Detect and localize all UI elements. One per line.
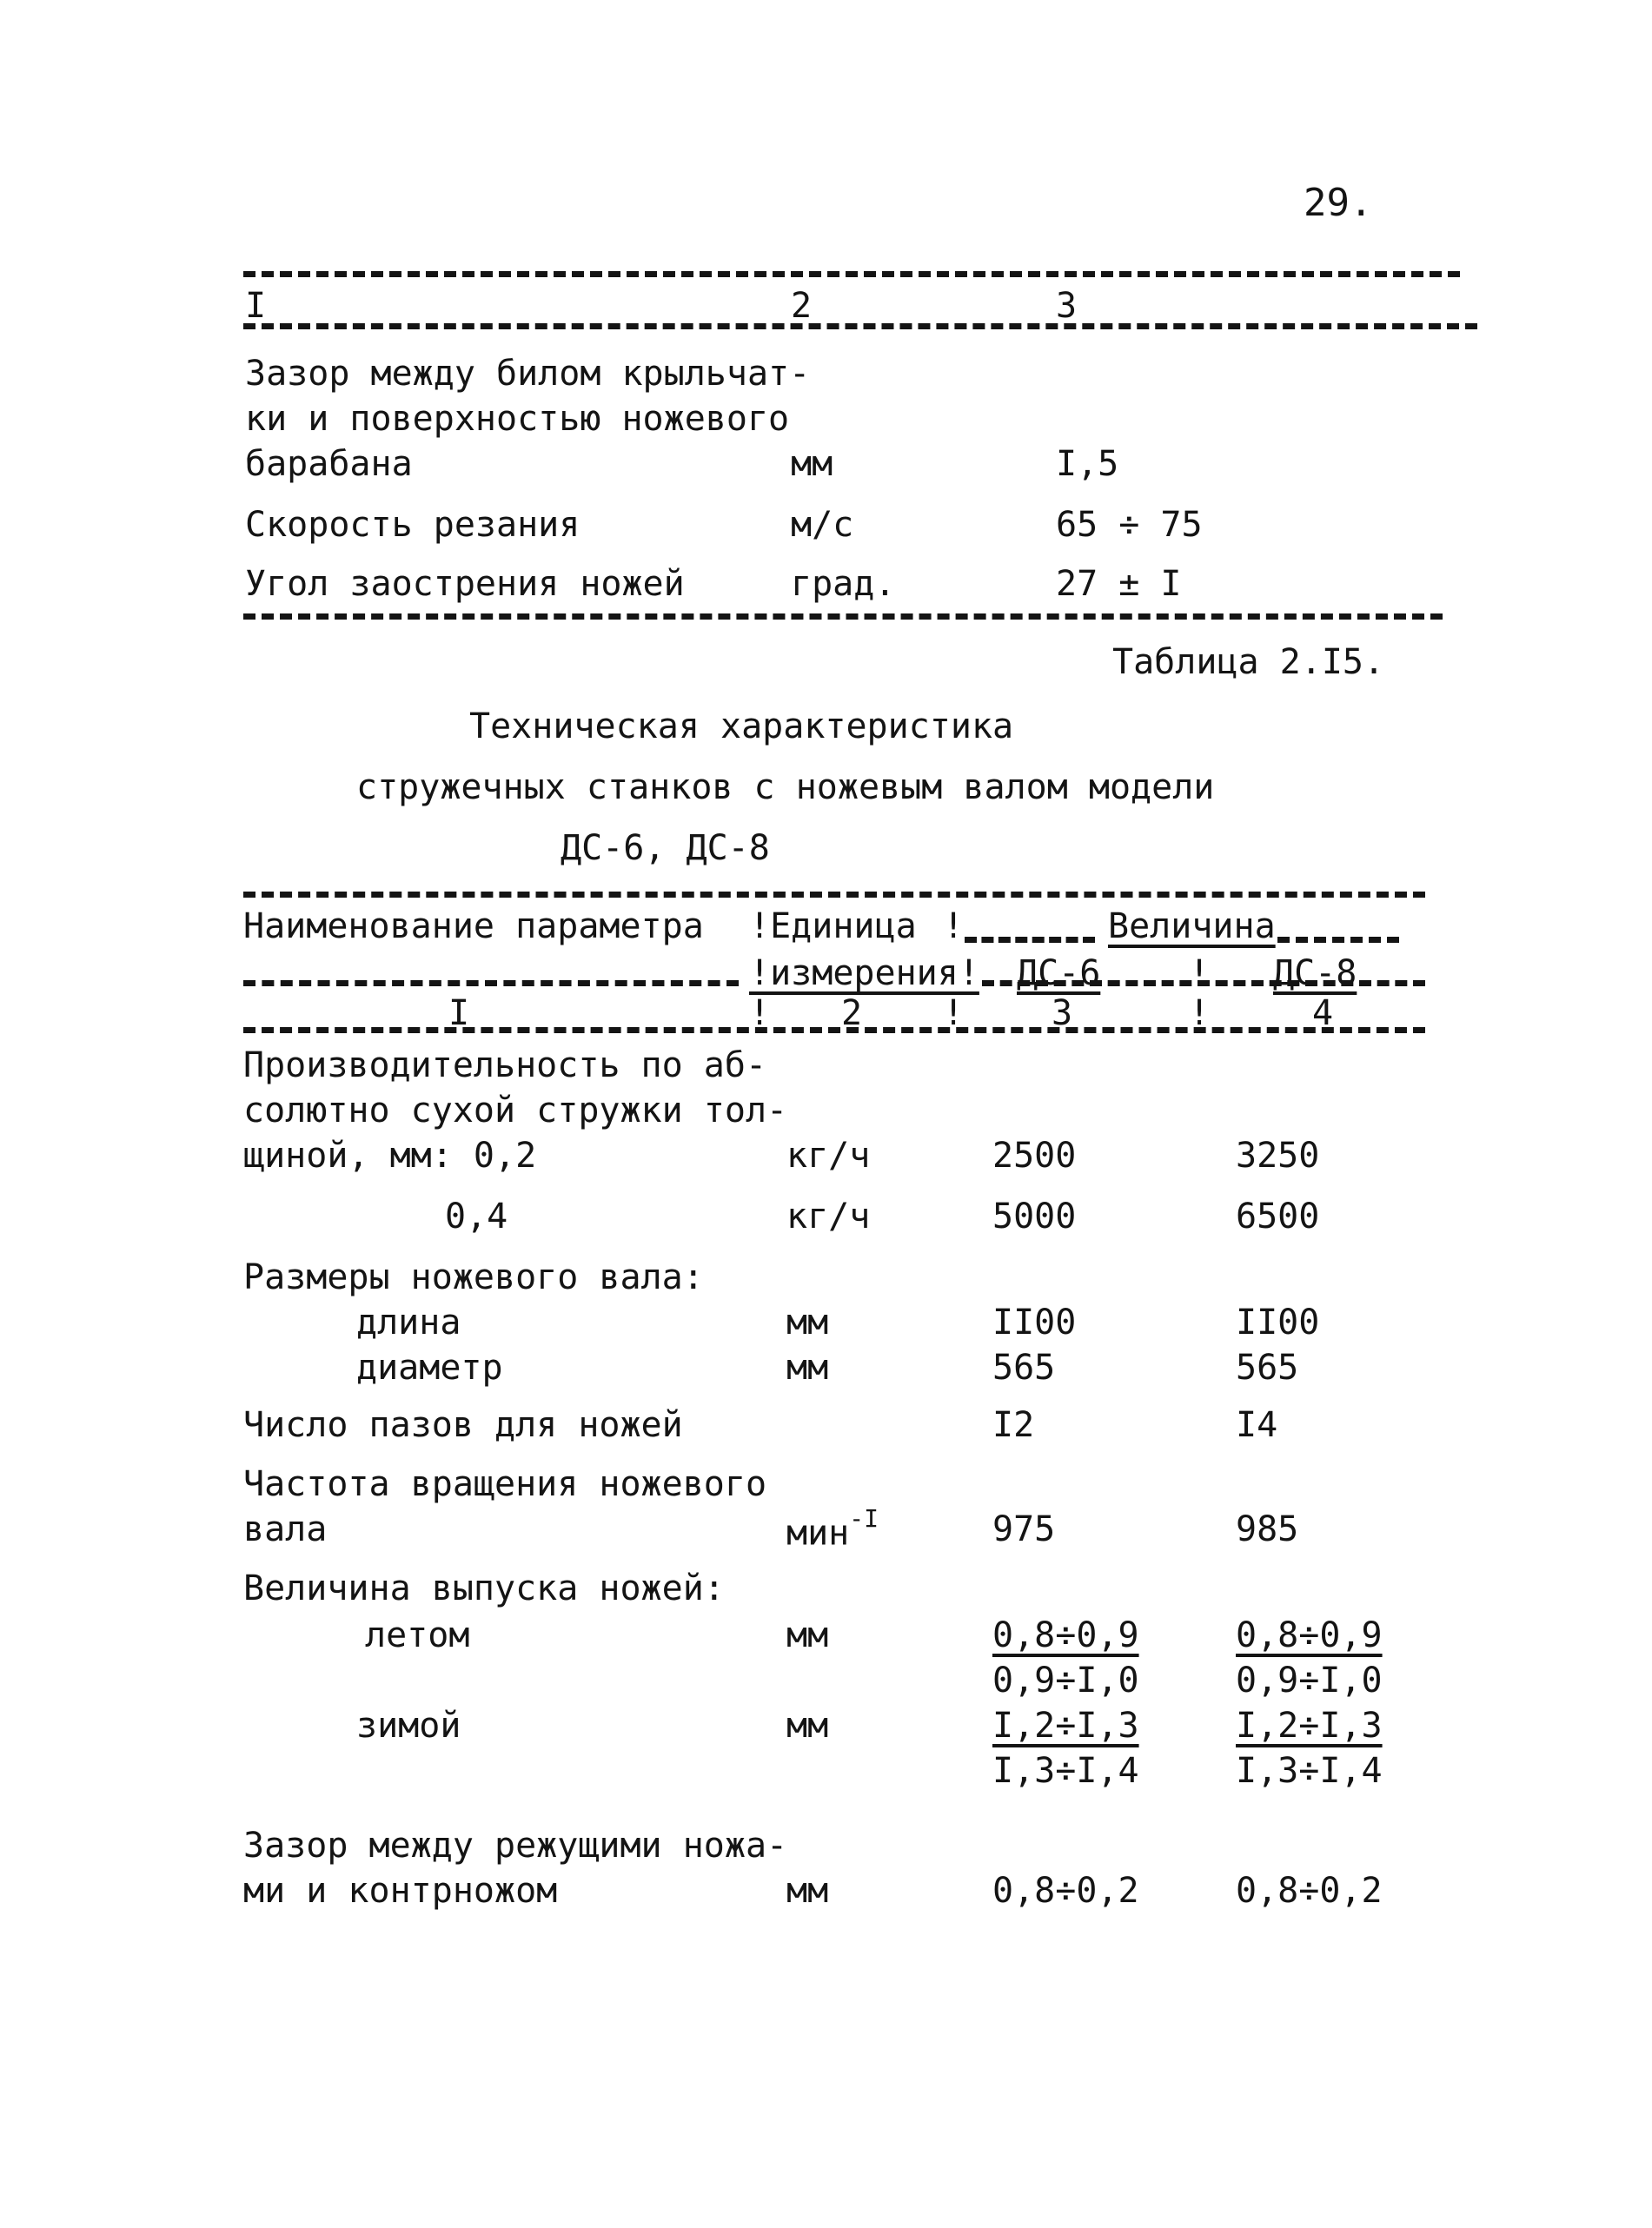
table2-header-model-2: ДС-8 <box>1273 953 1357 993</box>
table2-header-param: Наименование параметра <box>243 906 704 946</box>
row11-value-ds8: 0,8÷0,2 <box>1236 1871 1383 1911</box>
table2-value-group-rule-right <box>1277 937 1399 943</box>
row7-name-line1: Частота вращения ножевого <box>243 1464 767 1504</box>
table2-header-separator: ! <box>943 906 965 946</box>
row1-name-line3: щиной, мм: 0,2 <box>243 1136 537 1176</box>
row9-value-ds6-numerator: 0,8÷0,9 <box>992 1615 1139 1655</box>
row5-value-ds8: 565 <box>1236 1348 1299 1388</box>
table2-header-mid-rule <box>243 980 739 986</box>
table2-header-unit-line1: !Единица <box>749 906 917 946</box>
row1-name-line1: Производительность по аб- <box>243 1045 767 1085</box>
row4-unit: мм <box>786 1303 829 1343</box>
table1-col-header-3: 3 <box>1056 286 1078 326</box>
table1-row1-value: I,5 <box>1056 444 1119 484</box>
table2-header-value-group: Величина <box>1108 906 1276 946</box>
table1-bottom-rule <box>243 613 1443 620</box>
row5-unit: мм <box>786 1348 829 1388</box>
table1-row3-value: 27 ± I <box>1056 564 1182 604</box>
table1-row1-unit: мм <box>791 444 833 484</box>
title-line-3: ДС-6, ДС-8 <box>561 828 770 868</box>
row11-unit: мм <box>786 1871 829 1911</box>
row7-unit <box>786 1504 879 1554</box>
row11-value-ds6: 0,8÷0,2 <box>992 1871 1139 1911</box>
table1-row1-name-line2: ки и поверхностью ножевого <box>245 399 790 439</box>
table1-row1-name-line1: Зазор между билом крыльчат- <box>245 354 811 394</box>
table1-row3-unit: град. <box>791 564 896 604</box>
title-line-2: стружечных станков с ножевым валом модели <box>356 767 1215 807</box>
row10-value-ds6-denominator: I,3÷I,4 <box>992 1751 1139 1791</box>
row10-value-ds8-denominator: I,3÷I,4 <box>1236 1751 1383 1791</box>
row7-unit-base: мин <box>786 1513 850 1554</box>
row6-value-ds8: I4 <box>1236 1405 1278 1445</box>
table1-row2-unit: м/с <box>791 505 854 545</box>
row2-value-ds6: 5000 <box>992 1197 1077 1237</box>
table1-header-rule <box>243 323 1477 329</box>
row9-value-ds8-denominator: 0,9÷I,0 <box>1236 1661 1383 1701</box>
row10-value-ds8 <box>1236 1706 1383 1791</box>
row7-value-ds8: 985 <box>1236 1509 1299 1549</box>
row2-name: 0,4 <box>445 1197 508 1237</box>
row1-name-line2: солютно сухой стружки тол- <box>243 1091 788 1131</box>
row7-unit-exponent: -I <box>849 1504 879 1533</box>
table2-header-unit-line2: !измерения! <box>749 953 979 993</box>
row11-name-line1: Зазор между режущими ножа- <box>243 1826 788 1866</box>
row7-name-line2: вала <box>243 1509 328 1549</box>
table2-colnum-sep-1: ! <box>749 993 771 1033</box>
table1-row3-name: Угол заострения ножей <box>245 564 685 604</box>
table2-colnum-4: 4 <box>1312 993 1334 1033</box>
row10-name: зимой <box>356 1706 461 1746</box>
table2-header-model-rule <box>982 980 1425 986</box>
table2-colnum-2: 2 <box>841 993 863 1033</box>
row8-name: Величина выпуска ножей: <box>243 1568 725 1608</box>
table2-header-separator-2: ! <box>1189 953 1211 993</box>
table1-row2-value: 65 ÷ 75 <box>1056 505 1203 545</box>
table1-col-header-1: I <box>245 286 267 326</box>
table2-colnum-sep-2: ! <box>943 993 965 1033</box>
row9-value-ds6-denominator: 0,9÷I,0 <box>992 1661 1139 1701</box>
table1-row1-name-line3: барабана <box>245 444 413 484</box>
row3-name: Размеры ножевого вала: <box>243 1257 704 1297</box>
table2-value-group-rule-left <box>965 937 1095 943</box>
row10-unit: мм <box>786 1706 829 1746</box>
row9-value-ds8 <box>1236 1615 1383 1701</box>
row4-name: длина <box>356 1303 461 1343</box>
row2-unit: кг/ч <box>786 1197 871 1237</box>
table2-header-model-1: ДС-6 <box>1017 953 1101 993</box>
table2-colnum-sep-3: ! <box>1189 993 1211 1033</box>
table1-row2-name: Скорость резания <box>245 505 581 545</box>
row4-value-ds8: II00 <box>1236 1303 1320 1343</box>
table-label: Таблица 2.I5. <box>1112 642 1385 682</box>
page-number: 29. <box>1304 181 1373 225</box>
row9-value-ds8-numerator: 0,8÷0,9 <box>1236 1615 1383 1655</box>
row1-value-ds6: 2500 <box>992 1136 1077 1176</box>
row2-value-ds8: 6500 <box>1236 1197 1320 1237</box>
table2-header-bottom-rule <box>243 1027 1425 1033</box>
table2-colnum-3: 3 <box>1052 993 1073 1033</box>
row10-value-ds6 <box>992 1706 1139 1791</box>
row1-value-ds8: 3250 <box>1236 1136 1320 1176</box>
row5-name: диаметр <box>356 1348 503 1388</box>
row4-value-ds6: II00 <box>992 1303 1077 1343</box>
table2-colnum-1: I <box>448 993 470 1033</box>
table2-top-rule <box>243 892 1425 898</box>
row10-value-ds6-numerator: I,2÷I,3 <box>992 1706 1139 1746</box>
row9-unit: мм <box>786 1615 829 1655</box>
table1-top-rule <box>243 271 1460 277</box>
row1-unit: кг/ч <box>786 1136 871 1176</box>
row7-value-ds6: 975 <box>992 1509 1056 1549</box>
row9-value-ds6 <box>992 1615 1139 1701</box>
row6-name: Число пазов для ножей <box>243 1405 683 1445</box>
row5-value-ds6: 565 <box>992 1348 1056 1388</box>
row9-name: летом <box>365 1615 470 1655</box>
row10-value-ds8-numerator: I,2÷I,3 <box>1236 1706 1383 1746</box>
table1-col-header-2: 2 <box>791 286 813 326</box>
row11-name-line2: ми и контрножом <box>243 1871 558 1911</box>
title-line-1: Техническая характеристика <box>469 706 1014 746</box>
row6-value-ds6: I2 <box>992 1405 1035 1445</box>
